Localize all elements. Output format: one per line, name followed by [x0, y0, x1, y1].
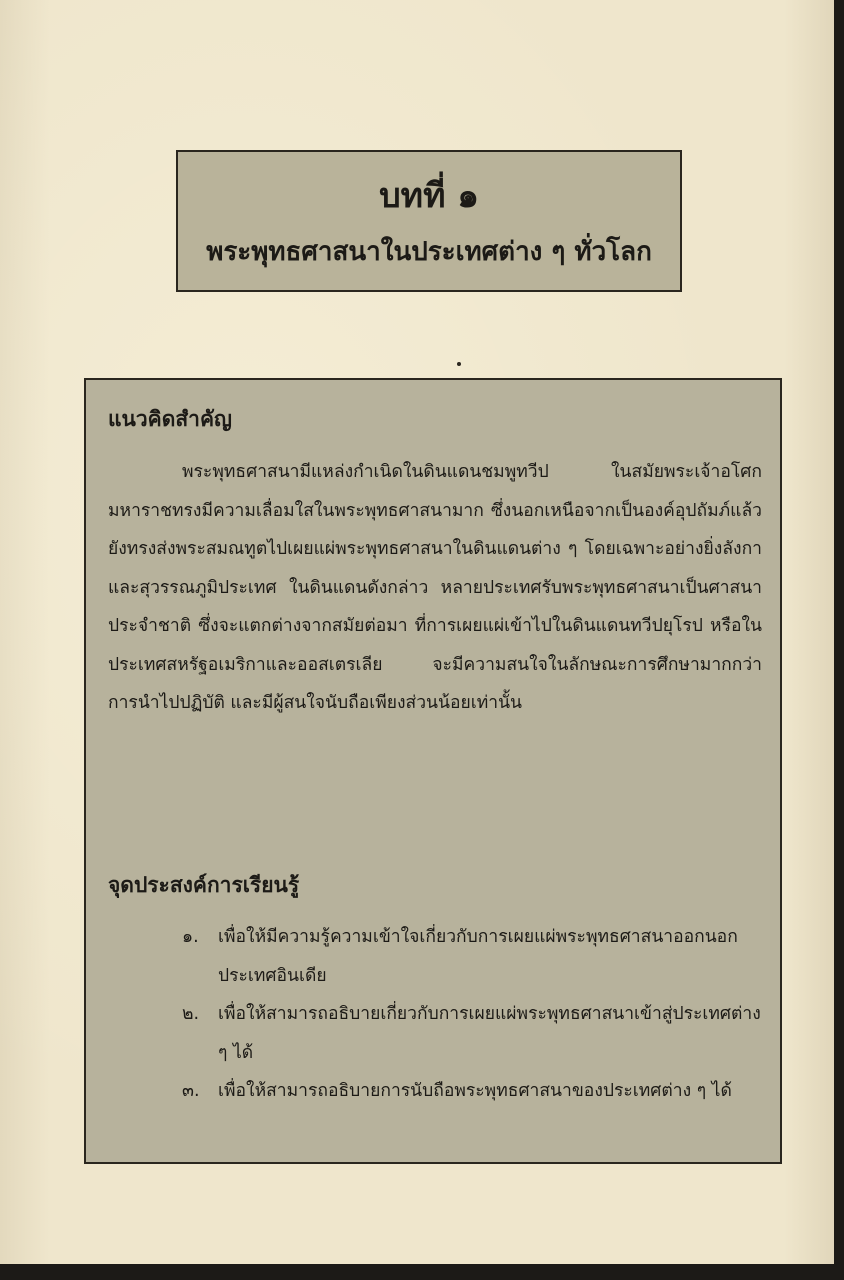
objective-text: เพื่อให้สามารถอธิบายเกี่ยวกับการเผยแผ่พระพุทธศาสนาเข้าสู่ประเทศต่าง ๆ ได้ [218, 1004, 761, 1063]
print-speck [457, 362, 461, 366]
objectives-heading: จุดประสงค์การเรียนรู้ [108, 873, 300, 897]
objective-number: ๑. [182, 927, 199, 947]
objective-text: เพื่อให้มีความรู้ความเข้าใจเกี่ยวกับการเผยแผ่พระพุทธศาสนาออกนอกประเทศอินเดีย [218, 927, 738, 986]
chapter-number: บทที่ ๑ [379, 176, 479, 216]
concept-body: พระพุทธศาสนามีแหล่งกำเนิดในดินแดนชมพูทวีป ในสมัยพระเจ้าอโศกมหาราชทรงมีความเลื่อมใสในพระพุทธศาสนามาก ซึ่งนอกเหนือจากเป็นองค์อุปถัมภ์แล้ว ยังทรงส่งพระสมณทูตไปเผยแผ่พระพุทธศาสนาในดินแดนต่าง ๆ โดยเฉพาะอย่างยิ่งลังกาและสุวรรณภูมิประเทศ ในดินแดนดังกล่าว หลายประเทศรับพระพุทธศาสนาเป็นศาสนาประจำชาติ ซึ่งจะแตกต่างจากสมัยต่อมา ที่การเผยแผ่เข้าไปในดินแดนทวีปยุโรป หรือในประเทศสหรัฐอเมริกาและออสเตรเลีย จะมีความสนใจในลักษณะการศึกษามากกว่าการนำไปปฏิบัติ และมีผู้สนใจนับถือเพียงส่วนน้อยเท่านั้น [108, 462, 762, 713]
concept-paragraph [108, 453, 762, 723]
chapter-summary-box [84, 378, 782, 1164]
chapter-title-box [176, 150, 682, 292]
objective-text: เพื่อให้สามารถอธิบายการนับถือพระพุทธศาสนาของประเทศต่าง ๆ ได้ [218, 1081, 732, 1101]
chapter-title: พระพุทธศาสนาในประเทศต่าง ๆ ทั่วโลก [206, 237, 652, 267]
objective-number: ๓. [182, 1081, 200, 1101]
objective-number: ๒. [182, 1004, 200, 1024]
concept-heading: แนวคิดสำคัญ [108, 407, 232, 431]
